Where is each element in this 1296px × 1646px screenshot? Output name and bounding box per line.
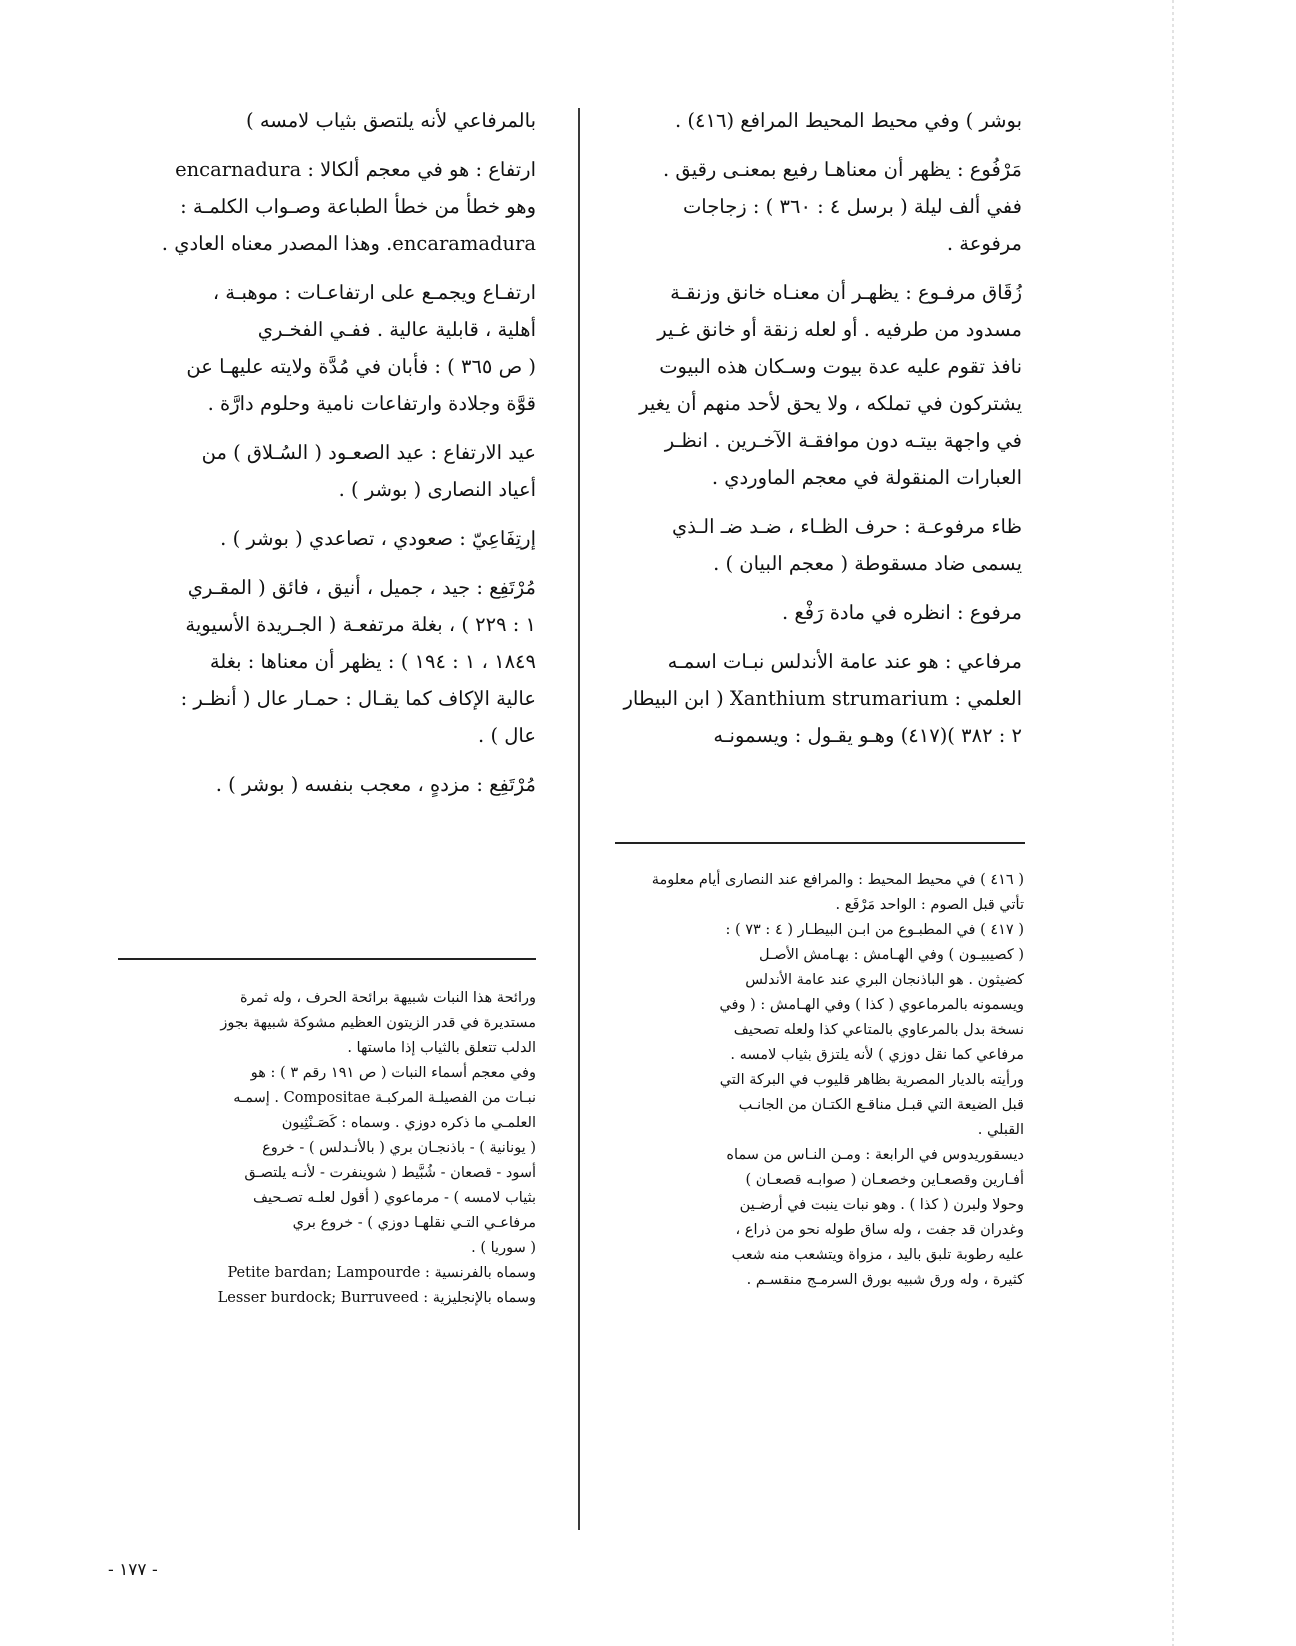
entry-continuation-mirfai: بالمرفاعي لأنه يلتصق بثياب لامسه ) — [246, 109, 536, 132]
footnote-english-name: وسماه بالإنجليزية : Lesser burdock; Burruveed — [217, 1290, 536, 1306]
entry-eid-alirtifa: عيد الارتفاع : عيد الصعـود ( السُـلاق ) من أعياد النصارى ( بوشر ) . — [201, 441, 536, 501]
entry-marfu: مَرْفُوع : يظهر أن معناهـا رفيع بمعنـى رقيق . ففي ألف ليلة ( برسل ٤ : ٣٦٠ ) : زجاجات مرفوعة . — [663, 158, 1022, 255]
entry-murtafi-proud: مُرْتَفِع : مزدهٍ ، معجب بنفسه ( بوشر ) . — [215, 773, 536, 796]
left-column — [118, 102, 536, 803]
scan-edge-artifact — [1172, 0, 1174, 1646]
footnote-continuation-smell: ورائحة هذا النبات شبيهة برائحة الحرف ، وله ثمرة مستديرة في قدر الزيتون العظيم مشوكة شبيهة بجوز الدلب تتعلق بالثياب إذا ماستها . — [220, 990, 536, 1056]
entry-zuqaq-marfu: زُقَاق مرفـوع : يظهـر أن معنـاه خانق وزنقـة مسدود من طرفيه . أو لعله زنقة أو خانق غـير نافذ تقوم عليه عدة بيوت وسـكان هذه البيوت يشتركون في تملكه ، ولا يحق لأحد منهم أن يغير في واجهة بيتـه دون موافقـة الآخـرين . انظـر العبارات المنقولة في معجم الماوردي . — [639, 281, 1022, 489]
footnote-417: ( ٤١٧ ) في المطبـوع من ابـن البيطـار ( ٤ : ٧٣ ) : ( كصيبيـون ) وفي الهـامش : بهـامش الأصـل كضيثون . هو الباذنجان البري عند عامة الأندلس ويسمونه بالمرماعوي ( كذا ) وفي الهـامش : ( وفي نسخة بدل بالمرعاوي بالمتاعي كذا ولعله تصحيف مرفاعي كما نقل دوزي ) لأنه يلتزق بثياب لامسه . ورأيته بالديار المصرية بظاهر قليوب في البركة التي قبل الضيعة التي قبـل مناقـع الكتـان من الجانـب القبلي . ديسقوريدوس في الرابعة : ومـن النـاس من سماه أفـارين وقصعـاين وخصعـان ( صوابـه قصعـان ) وحولا ولبرن ( كذا ) . وهو نبات ينبت في أرضـين وغدران قد جفت ، وله ساق طوله نحو من ذراع ، عليه رطوبة تلبق باليد ، مزواة ويتشعب منه شعب كثيرة ، وله ورق شبيه بورق السرمـج منقسـم . — [719, 922, 1024, 1288]
entry-mirfai: مرفاعي : هو عند عامة الأندلس نبـات اسمـه العلمي : Xanthium strumarium ( ابن البيطار ٢ : ٣٨٢ )(٤١٧) وهـو يقـول : ويسمونـه — [623, 650, 1022, 747]
left-footnotes — [118, 986, 536, 1311]
footnote-plant-names-dictionary: وفي معجم أسماء النبات ( ص ١٩١ رقم ٣ ) : هو نبـات من الفصيلـة المركبـة Compositae . إسمـه العلمـي ما ذكره دوزي . وسماه : كَصَـنْثِيون ( يونانية ) - باذنجـان بري ( بالأنـدلس ) - خروع أسود - قصعان - شُبَّيط ( شوينفرت - لأنـه يلتصـق بثياب لامسه ) - مرماعوي ( أقول لعلـه تصـحيف مرفاعـي التـي نقلهـا دوزي ) - خروع بري ( سوريا ) . — [233, 1065, 536, 1256]
entry-murtafi: مُرْتَفِع : جيد ، جميل ، أنيق ، فائق ( المقـري ١ : ٢٢٩ ) ، بغلة مرتفعـة ( الجـريدة الأسيوية ١٨٤٩ ، ١ : ١٩٤ ) : يظهر أن معناها : بغلة عالية الإكاف كما يقـال : حمـار عال ( أنظـر : عال ) . — [180, 576, 536, 747]
entry-zaa-marfua: ظاء مرفوعـة : حرف الظـاء ، ضـد ضـ الـذي يسمى ضاد مسقوطة ( معجم البيان ) . — [671, 515, 1022, 575]
footnote-rule-right — [615, 842, 1025, 844]
entry-irtifai: إرتِفَاعِيّ : صعودي ، تصاعدي ( بوشر ) . — [220, 527, 536, 550]
entry-irtifa-plural: ارتفـاع ويجمـع على ارتفاعـات : موهبـة ، أهلية ، قابلية عالية . ففـي الفخـري ( ص ٣٦٥ ) : فأبان في مُدَّة ولايته عليهـا عن قوَّة وجلادة وارتفاعات نامية وحلوم دارَّة . — [186, 281, 536, 415]
right-column — [612, 102, 1022, 754]
footnote-416: ( ٤١٦ ) في محيط المحيط : والمرافع عند النصارى أيام معلومة تأتي قبل الصوم : الواحد مَرْفَع . — [651, 872, 1024, 913]
right-footnotes — [612, 868, 1024, 1293]
column-divider — [578, 108, 580, 1530]
entry-marfu-see: مرفوع : انظره في مادة رَفْع . — [782, 601, 1022, 624]
page-number: - ١٧٧ - — [108, 1560, 158, 1580]
footnote-french-name: وسماه بالفرنسية : Petite bardan; Lampourde — [227, 1265, 536, 1281]
footnote-rule-left — [118, 958, 536, 960]
entry-continuation-bushar: بوشر ) وفي محيط المحيط المرافع (٤١٦) . — [675, 109, 1022, 132]
entry-irtifa-alcala: ارتفاع : هو في معجم ألكالا : encarnadura وهو خطأ من خطأ الطباعة وصـواب الكلمـة : encaramadura. وهذا المصدر معناه العادي . — [161, 158, 536, 255]
